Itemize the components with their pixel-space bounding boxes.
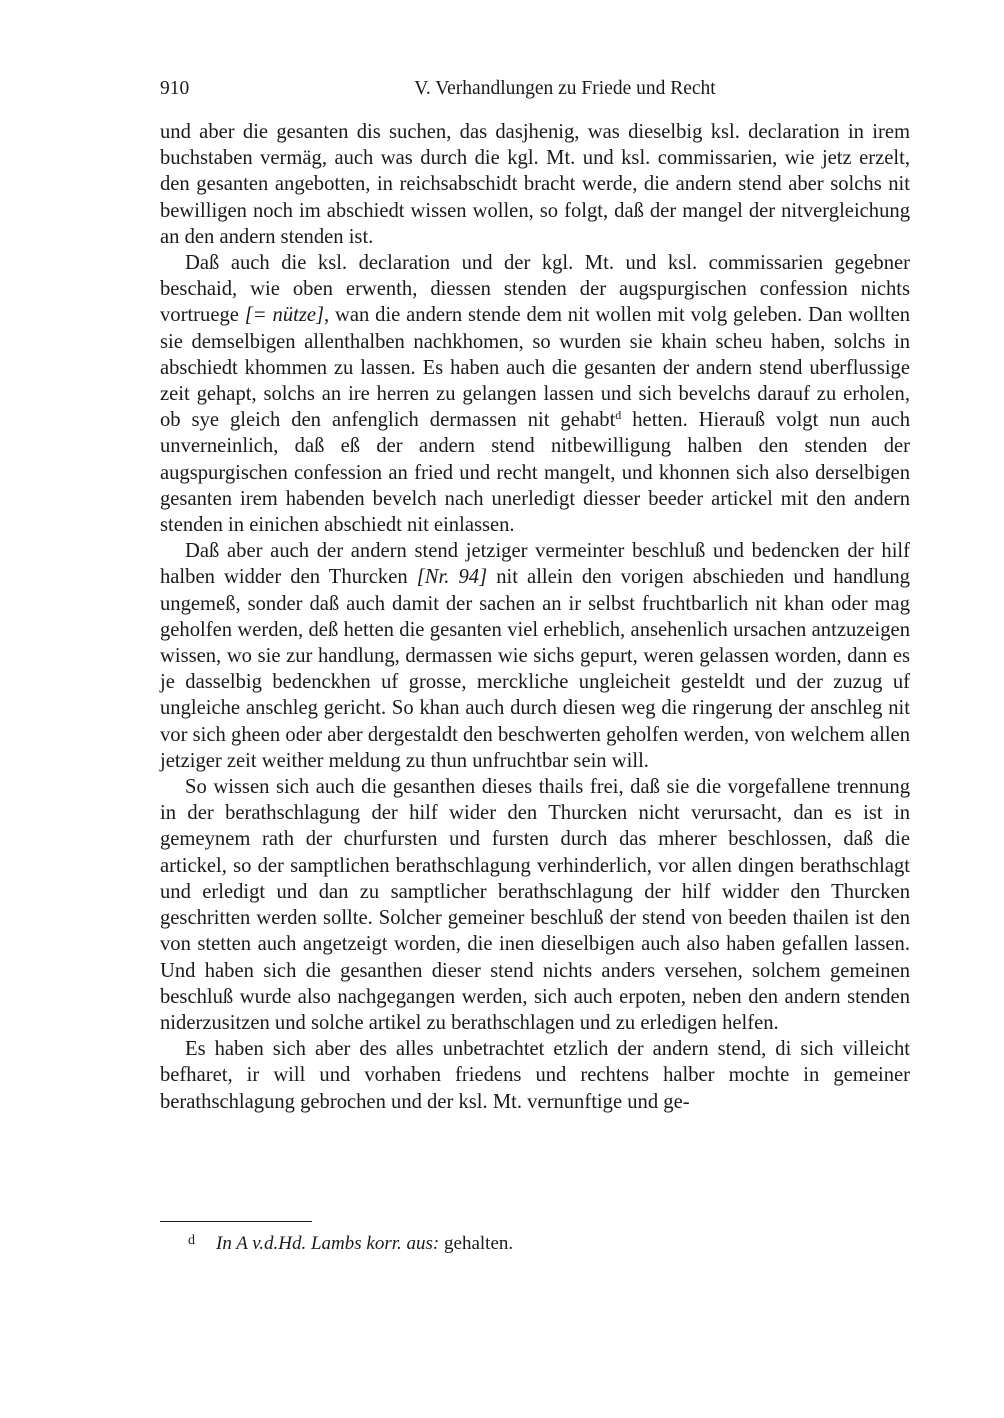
document-reference: [Nr. 94] <box>416 566 488 589</box>
paragraph-2-text-b: , wan die andern stende dem nit wollen mit volg geleben. Dan wollten sie demselbigen allenthalben nachkhomen, so wurden sie khain scheu haben, solchs in abschiedt khommen zu lassen. Es haben auch die gesanten der andern stend uberflussige zeit gehapt, solchs an ire herren zu gelangen lassen und sich bevelchs darauf zu erholen, ob sye gleich den anfenglich dermassen nit gehabt <box>160 304 911 432</box>
paragraph-1 <box>160 119 910 250</box>
paragraph-2-text-a: Daß auch die ksl. declaration und der kgl. Mt. und ksl. commissarien gegebner beschaid, wie oben erwenth, diessen stenden der augspurgischen confession nichts vortruege <box>160 252 910 327</box>
paragraph-2-text-c: hetten. Hierauß volgt nun auch unverneinlich, daß eß der andern stend nitbewilligung halben den stenden der augspurgischen confession an fried und recht mangelt, und khonnen sich also derselbigen gesanten irem habenden bevelch nach unerledigt diesser beeder artickel mit den andern stenden in einichen abschiedt nit einlassen. <box>160 409 910 537</box>
footnote-italic-text: In A v.d.Hd. Lambs korr. aus: <box>216 1233 440 1254</box>
paragraph-3 <box>160 538 910 774</box>
running-title: V. Verhandlungen zu Friede und Recht <box>414 78 716 99</box>
footnote-plain-text: gehalten. <box>439 1233 514 1254</box>
page-header <box>160 78 910 108</box>
paragraph-2 <box>160 250 910 538</box>
paragraph-5 <box>160 1036 910 1115</box>
editorial-note: [= nütze] <box>244 304 325 327</box>
main-text <box>160 119 910 1115</box>
footnote-reference[interactable]: d <box>615 408 622 423</box>
paragraph-1-text: und aber die gesanten dis suchen, das dasjhenig, was dieselbig ksl. declaration in irem buchstaben vermäg, auch was durch die kgl. Mt. und ksl. commissarien, wie jetz erzelt, den gesanten angebotten, in reichsabschidt bracht werde, die andern stend aber solchs nit bewilligen noch im abschiedt wissen wollen, so folgt, daß der mangel der nitvergleichung an den andern stenden ist. <box>160 121 910 248</box>
footnote-marker: d <box>188 1233 195 1248</box>
paragraph-3-text-a: Daß aber auch der andern stend jetziger vermeinter beschluß und bedencken der hilf halben widder den Thurcken <box>160 540 910 589</box>
footnote <box>160 1229 910 1256</box>
paragraph-5-text: Es haben sich aber des alles unbetrachtet etzlich der andern stend, di sich villeicht befharet, ir will und vorhaben friedens und rechtens halber mochte in gemeiner berathschlagung gebrochen und der ksl. Mt. vernunftige und ge- <box>160 1038 910 1113</box>
paragraph-4-text: So wissen sich auch die gesanthen dieses thails frei, daß sie die vorgefallene trennung in der berathschlagung der hilf wider den Thurcken nicht verursacht, dan es ist in gemeynem rath der churfursten und fursten durch das mherer beschlossen, daß die artickel, so der samptlichen berathschlagung verhinderlich, vor allen dingen berathschlagt und erledigt und dan zu samptlicher berathschlagung der hilf widder den Thurcken geschritten werden sollte. Solcher gemeiner beschluß der stend von beeden thailen ist den von stetten auch angetzeigt worden, die inen dieselbigen auch also haben gefallen lassen. Und haben sich die gesanthen dieser stend nichts anders versehen, solchem gemeinen beschluß wurde also nachgegangen werden, sich auch erpoten, neben den andern stenden niderzusitzen und solche artikel zu berathschlagen und zu erledigen helfen. <box>160 776 910 1034</box>
paragraph-3-text-b: nit allein den vorigen abschieden und handlung ungemeß, sonder daß auch damit der sachen an ir selbst fruchtbarlich nit khan oder mag geholfen werden, deß hetten die gesanten viel erheblich, ansehenlich ursachen antzuzeigen wissen, wo sie zur handlung, dermassen wie sichs gepurt, weren gelassen worden, dann es je dasselbig bedenckhen uf grosse, merckliche ungleicheit gesteldt und der zuzug uf ungleiche anschleg gericht. So khan auch durch diesen weg die ringerung der anschleg nit vor sich gheen oder aber dergestaldt den beschwerten geholfen werden, von welchem allen jetziger zeit weither meldung zu thun unfruchtbar sein will. <box>160 566 910 772</box>
paragraph-4 <box>160 774 910 1036</box>
page-number: 910 <box>160 78 190 99</box>
footnote-divider <box>160 1221 312 1222</box>
